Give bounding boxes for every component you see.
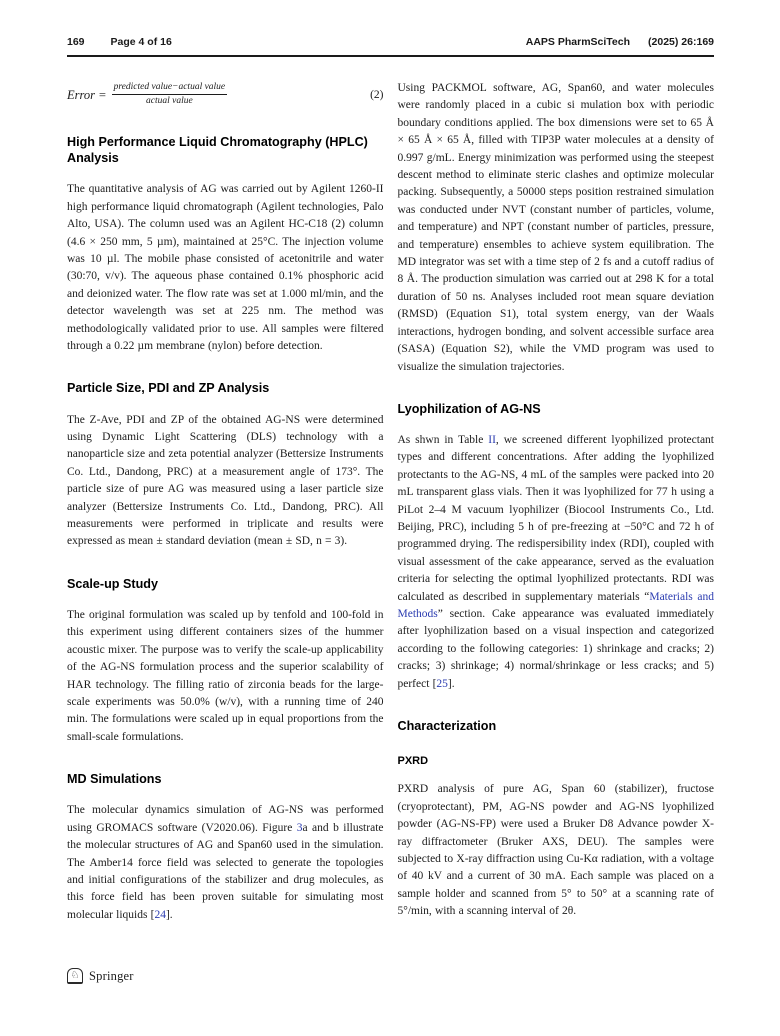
equation-lhs: Error = bbox=[67, 87, 107, 102]
section-heading: Scale-up Study bbox=[67, 576, 158, 591]
equation-number: (2) bbox=[370, 89, 384, 102]
body-paragraph: The quantitative analysis of AG was carried out by Agilent 1260-II high performance liquid chromatograph (Agilent technologies, Palo Alto, USA). The column used was an Agilent HC-C18 (2) column (4.6 × 250 mm, 5 µm), maintained at 25°C. The injection volume was 10 µl. The mobile phase consisted of acetonitrile and water (30:70, v/v). The aqueous phase contained 0.1% phosphoric acid and deionized water. The flow rate was set at 1.000 ml/min, and the detector wavelength was set at 225 nm. The method was methodologically validated prior to use. All samples were filtered through a 0.22 µm membrane (nylon) before detection. bbox=[67, 183, 384, 353]
body-paragraph: The Z-Ave, PDI and ZP of the obtained AG-NS were determined using Dynamic Light Scattering (DLS) technology with a nanoparticle size and zeta potential analyzer (Bettersize Instruments Co. Ltd., Dandong, PRC) at a measurement angle of 173°. The particle size of pure AG was measured using a laser particle size analyzer (Bettersize Instruments Co. Ltd., Dandong, PRC). All measurements were performed in triplicate and results were expressed as mean ± standard deviation (mean ± SD, n = 3). bbox=[67, 413, 384, 548]
journal-name: AAPS PharmSciTech bbox=[525, 36, 631, 48]
body-paragraph: The original formulation was scaled up by tenfold and 100-fold in this experiment using different containers sizes of the hummer acoustic mixer. The purpose was to verify the scale-up applicability of the AG-NS formulation process and the superior scalability of HAR technology. The filling ratio of zirconia beads for the large-scale experiments was 50.0% (w/v), with a running time of 240 min. The formulations were scaled up in equal proportions from the small-scale formulations. bbox=[67, 608, 384, 743]
reference-link[interactable]: 3 bbox=[296, 821, 303, 834]
reference-link[interactable]: 24 bbox=[154, 908, 166, 921]
section-heading: Particle Size, PDI and ZP Analysis bbox=[67, 381, 270, 396]
reference-link[interactable]: Materials and Methods bbox=[397, 590, 714, 621]
body-paragraph: As shwn in Table II, we screened different lyophilized protectant types and different concentrations. After adding the lyophilized protectants to the AG-NS, 4 mL of the samples were packed into 20 mL transparent glass vials. Then it was lyophilized for 77 h using a PiLot 2–4 M vacuum lyophilizer (Biocool Instruments Co., Ltd. Beijing, PRC), including 5 h of pre-freezing at −50°C and 72 h of programmed drying. The redispersibility index (RDI), coupled with visual assessment of the cake appearance, served as the evaluation criteria for selecting the optimal lyophilized protectants. RDI was calculated as described in supplementary materials “Materials and Methods” section. Cake appearance was evaluated immediately after lyophilization based on a visual inspection and categorized according to the following categories: 1) shrinkage and cracks; 2) cracks; 3) shrinkage; 4) normal/shrinkage or less cracks; and 5) perfect [25]. bbox=[397, 434, 714, 690]
equation-numerator: predicted value−actual value bbox=[112, 82, 228, 95]
left-sections bbox=[67, 134, 384, 924]
springer-knight-icon: ♘ bbox=[67, 968, 83, 984]
equation-denominator: actual value bbox=[146, 96, 193, 107]
right-sections bbox=[398, 80, 715, 921]
section-heading: High Performance Liquid Chromatography (HPLC) Analysis bbox=[67, 135, 368, 166]
publisher-name: Springer bbox=[89, 968, 134, 983]
two-column-body bbox=[67, 78, 714, 924]
equation-2 bbox=[67, 82, 384, 108]
section-heading: Characterization bbox=[397, 719, 497, 734]
issue-info: (2025) 26:169 bbox=[648, 36, 714, 48]
header-right bbox=[526, 36, 714, 48]
page-indicator: Page 4 of 16 bbox=[110, 36, 172, 48]
article-number: 169 bbox=[67, 36, 85, 48]
left-column bbox=[67, 78, 384, 924]
equation-fraction bbox=[112, 82, 228, 108]
section-heading: Lyophilization of AG-NS bbox=[397, 401, 541, 416]
publisher-footer bbox=[67, 968, 134, 984]
right-column bbox=[398, 78, 715, 924]
reference-link[interactable]: II bbox=[488, 434, 496, 447]
running-header bbox=[67, 36, 714, 57]
body-paragraph: PXRD analysis of pure AG, Span 60 (stabilizer), fructose (cryoprotectant), PM, AG-NS powder and AG-NS lyophilized powder (AG-NS-FP) were used a Bruker D8 Advance powder X-ray diffractometer (Bruker AXS, DEU). The samples were subjected to X-ray diffraction using Cu-Kα radiation, with a voltage of 40 kV and a current of 30 mA. Each sample was placed on a sample holder and scanned from 5° to 50° at a scanning rate of 5°/min, with a scanning interval of 2θ. bbox=[397, 783, 714, 918]
header-left bbox=[67, 36, 172, 48]
reference-link[interactable]: 25 bbox=[436, 677, 448, 690]
body-paragraph: The molecular dynamics simulation of AG-NS was performed using GROMACS software (V2020.06). Figure 3a and b illustrate the molecular structures of AG and Span60 used in the simulation. The Amber14 force field was selected to generate the topologies and initial configurations of the stabilizer and drug molecules, as this force field has been proven suitable for simulating most molecular liquids [24]. bbox=[67, 804, 384, 921]
section-heading: MD Simulations bbox=[67, 772, 162, 787]
body-paragraph: Using PACKMOL software, AG, Span60, and water molecules were randomly placed in a cubic si mulation box with periodic boundary conditions applied. The box dimensions were set to 65 Å × 65 Å × 65 Å, filled with TIP3P water molecules at a density of 0.997 g/mL. Energy minimization was performed using the steepest descent method to eliminate steric clashes and optimize molecular packing. Subsequently, a 50000 steps position restrained simulation was conducted under NVT (constant number of particles, volume, and temperature) and NPT (constant number of particles, pressure, and temperature) ensembles to achieve system equilibration. The MD integrator was set with a time step of 2 fs and a cutoff radius of 8 Å. The production simulation was carried out at 298 K for a total duration of 50 ns. Analyses included root mean square deviation (RMSD) (Equation S1), total system energy, van der Waals interactions, hydrogen bonding, and solvent accessible surface area (SASA) (Equation S2), while the VMD program was used to visualize the simulation trajectories. bbox=[397, 82, 714, 373]
section-subheading: PXRD bbox=[397, 755, 429, 768]
